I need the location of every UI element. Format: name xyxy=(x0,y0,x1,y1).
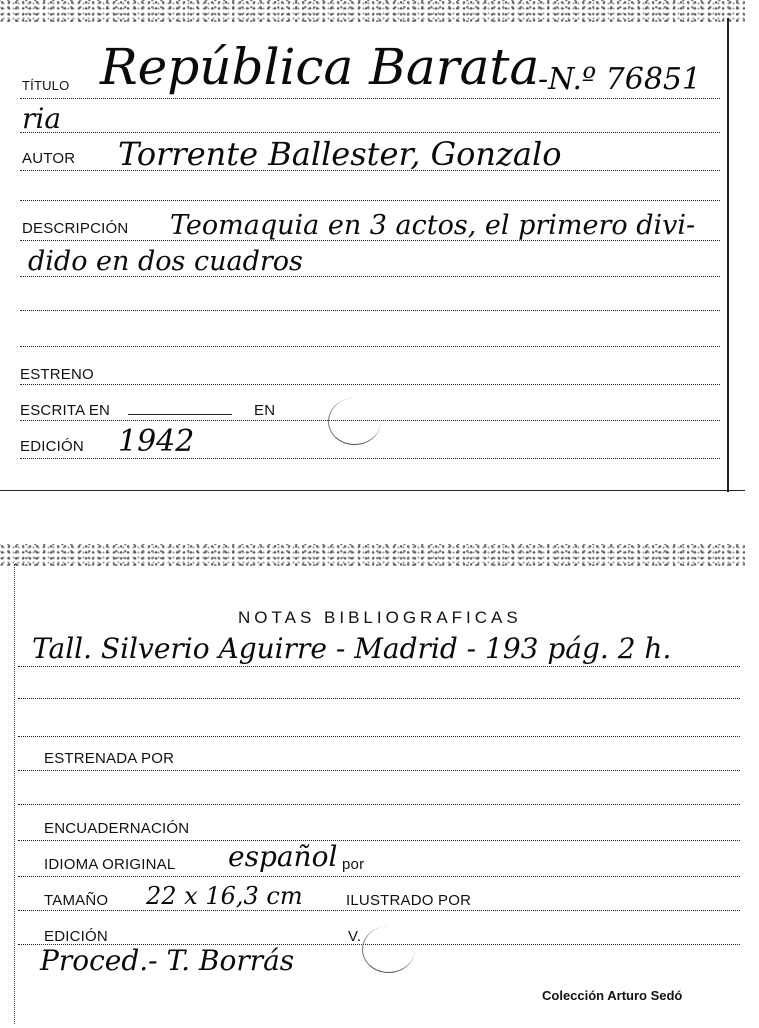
autor-label: AUTOR xyxy=(22,150,76,167)
tamano-value: 22 x 16,3 cm xyxy=(146,882,303,910)
ilustrado-por-label: ILUSTRADO POR xyxy=(346,892,472,909)
por-label: por xyxy=(342,856,365,873)
edicion-value: 1942 xyxy=(118,424,195,459)
rule xyxy=(18,666,740,667)
notas-heading: NOTAS BIBLIOGRAFICAS xyxy=(238,608,522,627)
estreno-label: ESTRENO xyxy=(20,366,94,383)
proced-value: Proced.- T. Borrás xyxy=(40,944,295,977)
torn-edge xyxy=(0,0,745,22)
tamano-label: TAMAÑO xyxy=(44,892,109,909)
catalog-card-front xyxy=(0,0,745,492)
edicion-back-label: EDICIÓN xyxy=(44,928,108,945)
rule xyxy=(20,384,720,385)
rule xyxy=(18,736,740,737)
descripcion-line2: dido en dos cuadros xyxy=(28,246,303,277)
rule xyxy=(20,346,720,347)
autor-value: Torrente Ballester, Gonzalo xyxy=(118,135,562,173)
idioma-original-label: IDIOMA ORIGINAL xyxy=(44,856,176,873)
catalog-card-back xyxy=(0,540,745,1028)
card-bottom-edge xyxy=(0,490,745,491)
card-border-right xyxy=(727,18,729,492)
escrita-en-label: ESCRITA EN xyxy=(20,402,111,419)
encuadernacion-label: ENCUADERNACIÓN xyxy=(44,820,190,837)
rule xyxy=(20,132,720,133)
descripcion-label: DESCRIPCIÓN xyxy=(22,220,129,237)
rule xyxy=(128,414,232,415)
en-label: EN xyxy=(254,402,276,419)
numero-value: -N.º 76851 xyxy=(538,62,702,97)
rule xyxy=(18,770,740,771)
rule xyxy=(20,170,720,171)
rule xyxy=(18,910,740,911)
idioma-original-value: español xyxy=(228,840,338,873)
punch-hole xyxy=(362,926,415,973)
torn-edge xyxy=(0,544,745,566)
rule xyxy=(20,276,720,277)
descripcion-line1: Teomaquia en 3 actos, el primero divi- xyxy=(170,210,696,241)
rule xyxy=(20,98,720,99)
v-label: V. xyxy=(348,928,362,945)
titulo-label: TÍTULO xyxy=(22,78,70,93)
rule xyxy=(18,804,740,805)
notas-value: Tall. Silverio Aguirre - Madrid - 193 pág. 2 h. xyxy=(32,632,672,665)
rule xyxy=(20,240,720,241)
collection-credit: Colección Arturo Sedó xyxy=(542,988,683,1003)
rule xyxy=(20,200,720,201)
rule xyxy=(18,876,740,877)
card-border-left xyxy=(14,564,15,1024)
edicion-label: EDICIÓN xyxy=(20,438,84,455)
punch-hole xyxy=(328,398,381,445)
rule xyxy=(20,310,720,311)
estrenada-por-label: ESTRENADA POR xyxy=(44,750,175,767)
rule xyxy=(20,458,720,459)
titulo-cont-value: ria xyxy=(22,102,62,135)
titulo-value: República Barata xyxy=(100,38,540,96)
rule xyxy=(18,840,740,841)
rule xyxy=(18,698,740,699)
